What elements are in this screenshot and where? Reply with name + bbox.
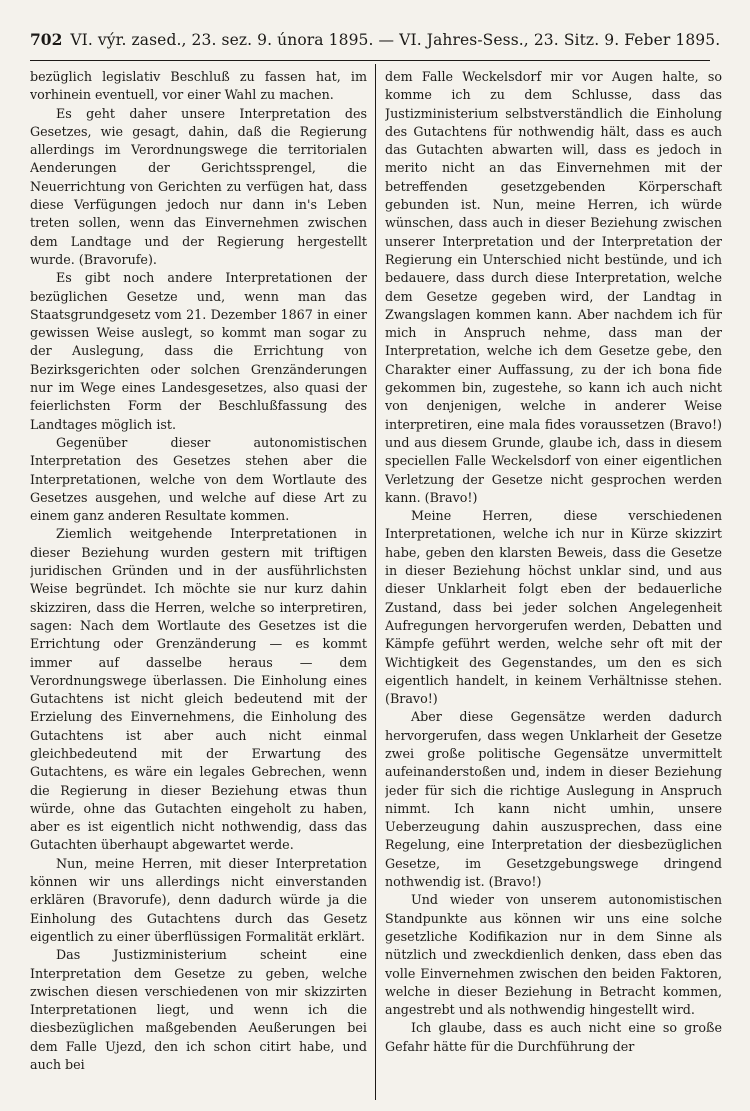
paragraph: Das Justizministerium scheint eine Interpretation dem Gesetze zu geben, welche zwischen diesen verschiedenen von mir skizzirten Interpretationen liegt, und wenn ich die diesbezüglichen maßgebenden Aeußerungen bei dem Falle Ujezd, den ich schon citirt habe, und auch bei [30, 947, 367, 1073]
column-divider [375, 64, 376, 1100]
paragraph: Gegenüber dieser autonomistischen Interpretation des Gesetzes stehen aber die Interpretationen, welche von dem Wortlaute des Gesetzes ausgehen, und welche auf diese Art zu einem ganz anderen Resultate kommen. [30, 434, 367, 524]
page-header [30, 30, 721, 54]
right-column [385, 68, 722, 1098]
paragraph: Aber diese Gegensätze werden dadurch hervorgerufen, dass wegen Unklarheit der Gesetze zwei große politische Gegensätze unvermittelt aufeinanderstoßen und, indem in dieser Beziehung jeder für sich die richtige Auslegung in Anspruch nimmt. Ich kann nicht umhin, unsere Ueberzeugung dahin auszusprechen, dass eine Regelung, eine Interpretation der diesbezüglichen Gesetze, im Gesetzgebungswege dringend nothwendig ist. (Bravo!) [385, 709, 722, 890]
paragraph: Ich glaube, dass es auch nicht eine so große Gefahr hätte für die Durchführung der [385, 1020, 722, 1054]
paragraph: dem Falle Weckelsdorf mir vor Augen halte, so komme ich zu dem Schlusse, dass das Justizministerium selbstverständlich die Einholung des Gutachtens für nothwendig hält, dass es auch das Gutachten abwarten will, dass es jedoch in merito nicht an das Einvernehmen mit der betreffenden gesetzgebenden Körperschaft gebunden ist. Nun, meine Herren, ich würde wünschen, dass auch in dieser Beziehung zwischen unserer Interpretation und der Interpretation der Regierung ein Unterschied nicht bestünde, und ich bedauere, dass durch diese Interpretation, welche dem Gesetze gegeben wird, der Landtag in Zwangslagen kommen kann. Aber nachdem ich für mich in Anspruch nehme, dass man der Interpretation, welche ich dem Gesetze gebe, den Charakter einer Auffassung, zu der ich bona fide gekommen bin, zugestehe, so kann ich auch nicht von denjenigen, welche in anderer Weise interpretiren, eine mala fides voraussetzen (Bravo!) und aus diesem Grunde, glaube ich, dass in diesem speciellen Falle Weckelsdorf von einer eigentlichen Verletzung der Gesetze nicht gesprochen werden kann. (Bravo!) [385, 69, 722, 505]
paragraph: Es gibt noch andere Interpretationen der bezüglichen Gesetze und, wenn man das Staatsgrundgesetz vom 21. Dezember 1867 in einer gewissen Weise auslegt, so kommt man sogar zu der Auslegung, dass die Errichtung von Bezirksgerichten oder solchen Grenzänderungen nur im Wege eines Landesgesetzes, also quasi der feierlichsten Form der Beschlußfassung des Landtages möglich ist. [30, 270, 367, 432]
left-column [30, 68, 367, 1098]
page-number: 702 [30, 30, 63, 49]
paragraph: Und wieder von unserem autonomistischen Standpunkte aus können wir uns eine solche gesetzliche Kodifikazion nur in dem Sinne als nützlich und zweckdienlich denken, dass eben das volle Einvernehmen zwischen den beiden Faktoren, welche in dieser Beziehung in Betracht kommen, angestrebt und als nothwendig hingestellt wird. [385, 892, 722, 1018]
header-rule [30, 60, 710, 61]
header-text: VI. výr. zased., 23. sez. 9. února 1895. — VI. Jahres-Sess., 23. Sitz. 9. Feber 1895. [70, 31, 721, 49]
paragraph: Meine Herren, diese verschiedenen Interpretationen, welche ich nur in Kürze skizzirt habe, geben den klarsten Beweis, dass die Gesetze in dieser Beziehung höchst unklar sind, und aus dieser Unklarheit folgt eben der bedauerliche Zustand, dass bei jeder solchen Angelegenheit Aufregungen hervorgerufen werden, Debatten und Kämpfe geführt werden, welche sehr oft mit der Wichtigkeit des Gegenstandes, um den es sich eigentlich handelt, in keinem Verhältnisse stehen. (Bravo!) [385, 508, 722, 707]
paragraph: Ziemlich weitgehende Interpretationen in dieser Beziehung wurden gestern mit triftigen juridischen Gründen und in der ausführlichsten Weise begründet. Ich möchte sie nur kurz dahin skizziren, dass die Herren, welche so interpretiren, sagen: Nach dem Wortlaute des Gesetzes ist die Errichtung oder Grenzänderung — es kommt immer auf dasselbe heraus — dem Verordnungswege überlassen. Die Einholung eines Gutachtens ist nicht gleich bedeutend mit der Erzielung des Einvernehmens, die Einholung des Gutachtens ist aber auch nicht einmal gleichbedeutend mit der Erwartung des Gutachtens, es wäre ein legales Gebrechen, wenn die Regierung in dieser Beziehung etwas thun würde, ohne das Gutachten eingeholt zu haben, aber es ist eigentlich nicht nothwendig, dass das Gutachten überhaupt abgewartet werde. [30, 526, 367, 853]
paragraph: Nun, meine Herren, mit dieser Interpretation können wir uns allerdings nicht einverstanden erklären (Bravorufe), denn dadurch würde ja die Einholung des Gutachtens durch das Gesetz eigentlich zu einer überflüssigen Formalität erklärt. [30, 855, 367, 944]
paragraph: bezüglich legislativ Beschluß zu fassen hat, im vorhinein eventuell, vor einer Wahl zu machen. [30, 69, 367, 103]
paragraph: Es geht daher unsere Interpretation des Gesetzes, wie gesagt, dahin, daß die Regierung allerdings im Verordnungswege die territorialen Aenderungen der Gerichtssprengel, die Neuerrichtung von Gerichten zu verfügen hat, dass diese Verfügungen jedoch nur dann in's Leben treten sollen, wenn das Einvernehmen zwischen dem Landtage und der Regierung hergestellt wurde. (Bravorufe). [30, 105, 367, 267]
